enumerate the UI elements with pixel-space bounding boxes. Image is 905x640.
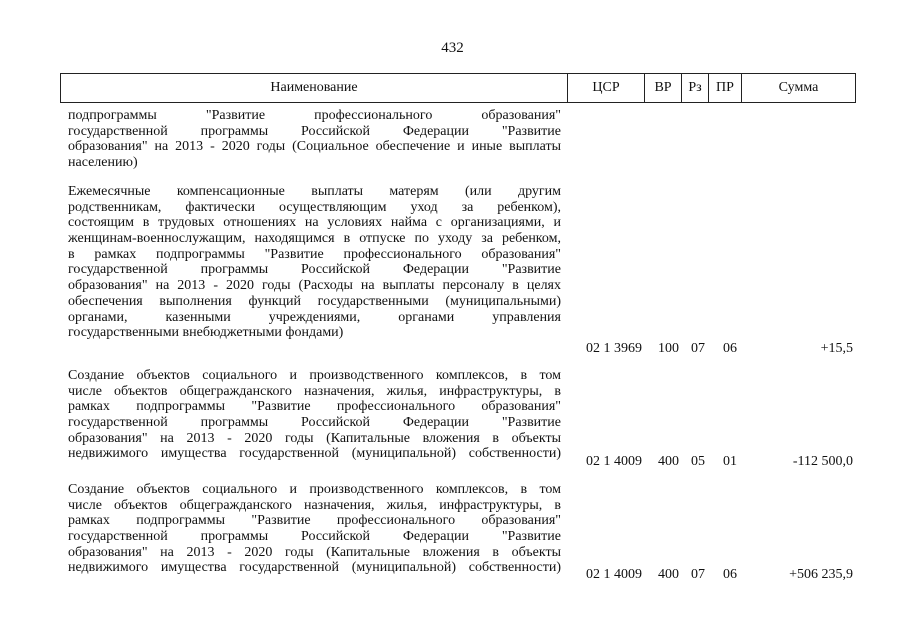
name-line: Создание объектов социального и производственного комплексов, в том [68,368,561,383]
cell-csr: 02 1 4009 [586,567,642,582]
cell-vr: 400 [658,567,679,582]
cell-rz: 05 [691,454,705,469]
cell-rz: 07 [691,341,705,356]
name-line: государственной программы Российской Федерации "Развитие [68,123,561,139]
name-line: государственными внебюджетными фондами) [68,325,344,341]
name-line: состоящим в трудовых отношениях на условиях найма с организациями, и [68,215,561,231]
cell-csr: 02 1 4009 [586,454,642,469]
name-line: числе объектов общегражданского назначения, жилья, инфраструктуры, в [68,383,561,399]
header-name: Наименование [61,74,568,102]
page-number: 432 [441,40,464,56]
row-name [68,108,561,171]
name-line: рамках подпрограммы "Развитие профессионального образования" [68,513,561,529]
name-line: государственной программы Российской Федерации "Развитие [68,262,561,278]
name-line: рамках подпрограммы "Развитие профессионального образования" [68,399,561,415]
name-line: в рамках подпрограммы "Развитие профессионального образования" [68,246,561,262]
name-line: недвижимого имущества государственной (муниципальной) собственности) [68,446,561,462]
name-line: образования" на 2013 - 2020 годы (Расходы на выплаты персоналу в целях [68,278,561,294]
name-line: образования" на 2013 - 2020 годы (Капитальные вложения в объекты [68,544,561,560]
name-line: недвижимого имущества государственной (муниципальной) собственности) [68,560,561,576]
cell-sum: -112 500,0 [792,454,853,469]
cell-pr: 06 [723,567,737,582]
cell-vr: 100 [658,341,679,356]
cell-rz: 07 [691,567,705,582]
header-pr: ПР [709,74,742,102]
name-line: женщинам-военнослужащим, находящимся в отпуске по уходу за ребенком, [68,231,561,247]
row-name [68,368,561,462]
row-name [68,184,561,341]
header-csr: ЦСР [568,74,645,102]
name-line: государственной программы Российской Федерации "Развитие [68,415,561,431]
name-line: образования" на 2013 - 2020 годы (Капитальные вложения в объекты [68,430,561,446]
header-rz: Рз [682,74,709,102]
name-line: государственной программы Российской Федерации "Развитие [68,529,561,545]
name-line: обеспечения выполнения функций государственными (муниципальными) [68,293,561,309]
name-line: населению) [68,155,138,171]
name-line: органами, казенными учреждениями, органами управления [68,309,561,325]
name-line: подпрограммы "Развитие профессионального образования" [68,108,561,123]
name-line: числе объектов общегражданского назначения, жилья, инфраструктуры, в [68,497,561,513]
cell-vr: 400 [658,454,679,469]
cell-sum: +506 235,9 [789,567,853,582]
header-sum: Сумма [778,80,819,95]
header-vr: ВР [645,74,682,102]
name-line: Создание объектов социального и производственного комплексов, в том [68,482,561,497]
name-line: Ежемесячные компенсационные выплаты матерям (или другим [68,184,561,199]
name-line: образования" на 2013 - 2020 годы (Социальное обеспечение и иные выплаты [68,139,561,155]
cell-pr: 01 [723,454,737,469]
cell-csr: 02 1 3969 [586,341,642,356]
cell-sum: +15,5 [820,341,853,356]
cell-pr: 06 [723,341,737,356]
row-name [68,482,561,576]
table-header [60,73,856,103]
name-line: родственникам, фактически осуществляющим уход за ребенком), [68,199,561,215]
